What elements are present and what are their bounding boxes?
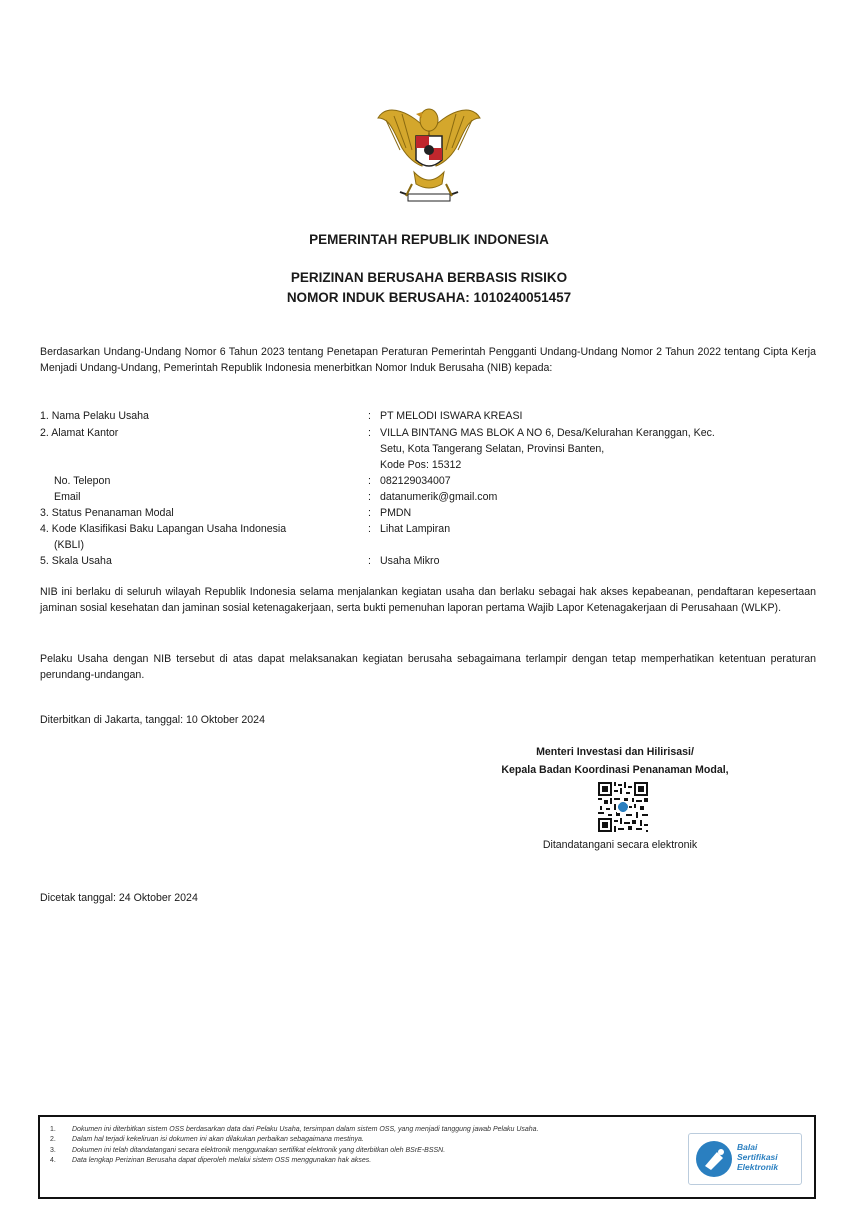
document-title: PERIZINAN BERUSAHA BERBASIS RISIKO	[290, 270, 568, 285]
phone-label: No. Telepon	[54, 475, 111, 487]
colon: :	[368, 427, 371, 439]
qr-code-icon	[598, 782, 648, 832]
printed-date: Dicetak tanggal: 24 Oktober 2024	[40, 892, 198, 904]
name-label: 1. Nama Pelaku Usaha	[40, 410, 149, 422]
address-value-line3: Kode Pos: 15312	[380, 459, 462, 471]
address-value-line1: VILLA BINTANG MAS BLOK A NO 6, Desa/Kelurahan Keranggan, Kec.	[380, 427, 715, 439]
footer-notes-box	[38, 1115, 816, 1199]
colon: :	[368, 410, 371, 422]
bsre-logo	[688, 1133, 802, 1185]
footer-note: 1. Dokumen ini diterbitkan sistem OSS berdasarkan data dari Pelaku Usaha, tersimpan dalam sistem OSS, yang menjadi tanggung jawab Pelaku Usaha.	[50, 1126, 539, 1133]
address-value-line2: Setu, Kota Tangerang Selatan, Provinsi Banten,	[380, 443, 605, 455]
garuda-emblem-icon	[372, 92, 486, 214]
address-label: 2. Alamat Kantor	[40, 427, 119, 439]
colon: :	[368, 555, 371, 567]
scale-value: Usaha Mikro	[380, 555, 440, 567]
colon: :	[368, 475, 371, 487]
capital-value: PMDN	[380, 507, 412, 519]
intro-paragraph: Berdasarkan Undang-Undang Nomor 6 Tahun 2023 tentang Penetapan Peraturan Pemerintah Pengganti Undang-Undang Nomor 2 Tahun 2022 tentang Cipta Kerja Menjadi Undang-Undang, Pemerintah Republik Indonesia menerbitkan Nomor Induk Berusaha (NIB) kepada:	[40, 346, 816, 374]
kbli-value: Lihat Lampiran	[380, 523, 451, 535]
colon: :	[368, 491, 371, 503]
name-value: PT MELODI ISWARA KREASI	[380, 410, 523, 422]
compliance-paragraph: Pelaku Usaha dengan NIB tersebut di atas dapat melaksanakan kegiatan berusaha sebagaimana terlampir dengan tetap memperhatikan ketentuan peraturan perundang-undangan.	[40, 653, 816, 681]
esign-note: Ditandatangani secara elektronik	[542, 839, 698, 851]
footer-note: 3. Dokumen ini telah ditandatangani secara elektronik menggunakan sertifikat elektronik yang diterbitkan oleh BSrE-BSSN.	[50, 1146, 446, 1154]
issued-date: Diterbitkan di Jakarta, tanggal: 10 Oktober 2024	[40, 714, 265, 726]
capital-label: 3. Status Penanaman Modal	[40, 507, 174, 519]
kbli-label-line1: 4. Kode Klasifikasi Baku Lapangan Usaha Indonesia	[40, 523, 287, 535]
bsre-icon	[695, 1140, 733, 1178]
signatory-title: Menteri Investasi dan Hilirisasi/	[536, 746, 694, 758]
kbli-label-line2: (KBLI)	[54, 539, 85, 551]
signatory-office: Kepala Badan Koordinasi Penanaman Modal,	[501, 764, 729, 776]
government-heading: PEMERINTAH REPUBLIK INDONESIA	[309, 232, 549, 247]
phone-value: 082129034007	[380, 475, 451, 487]
colon: :	[368, 523, 371, 535]
scale-label: 5. Skala Usaha	[40, 555, 112, 567]
validity-paragraph: NIB ini berlaku di seluruh wilayah Republik Indonesia selama menjalankan kegiatan usaha dan berlaku sebagai hak akses kepabeanan, pendaftaran kepesertaan jaminan sosial kesehatan dan jaminan sosial ketenagakerjaan, serta bukti pemenuhan laporan pertama Wajib Lapor Ketenagakerjaan di Perusahaan (WLKP).	[40, 586, 816, 614]
email-label: Email	[54, 491, 81, 503]
nib-number: NOMOR INDUK BERUSAHA: 1010240051457	[286, 290, 572, 305]
footer-note: 2. Dalam hal terjadi kekeliruan isi dokumen ini akan dilakukan perbaikan sebagaimana mestinya.	[50, 1136, 364, 1144]
footer-note: 4. Data lengkap Perizinan Berusaha dapat diperoleh melalui sistem OSS menggunakan hak akses.	[50, 1157, 372, 1165]
bsre-text: Balai Sertifikasi Elektronik	[737, 1142, 779, 1172]
email-value: datanumerik@gmail.com	[380, 491, 498, 503]
colon: :	[368, 507, 371, 519]
